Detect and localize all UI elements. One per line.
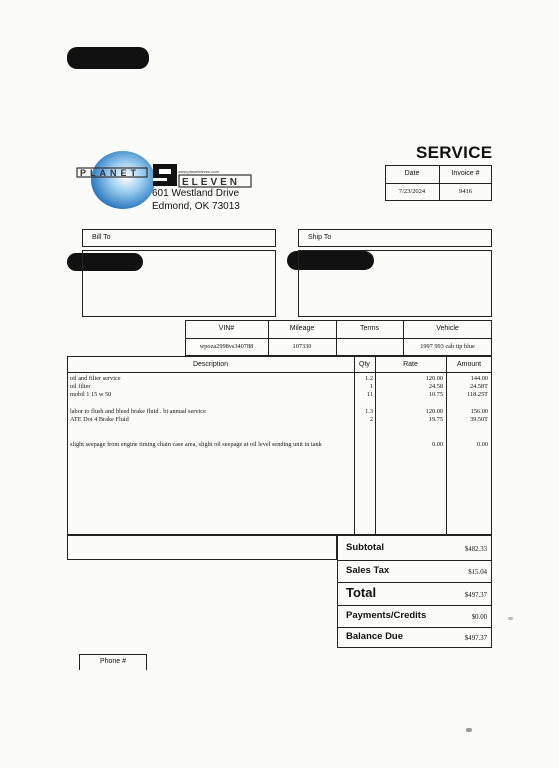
item-qty: 1.3 — [365, 408, 373, 415]
item-rate: 10.75 — [428, 391, 443, 398]
item-amount: 0.00 — [476, 441, 488, 448]
balance-due-value: $497.37 — [464, 635, 487, 642]
item-description: oil filter — [70, 383, 91, 390]
item-qty: 1 — [369, 383, 373, 390]
item-qty: 1.2 — [365, 375, 373, 382]
subtotal-value: $482.33 — [464, 546, 487, 553]
invoice-number-value: 9416 — [459, 188, 472, 195]
bill-to-label: Bill To — [92, 234, 111, 241]
rate-header: Rate — [403, 361, 418, 368]
total-label: Total — [346, 585, 377, 600]
scan-mark — [508, 617, 513, 620]
scan-mark — [466, 728, 472, 732]
description-header: Description — [192, 361, 228, 368]
phone-label: Phone # — [99, 658, 127, 665]
date-value: 7/23/2024 — [398, 188, 426, 195]
item-description: oil and filter service — [70, 375, 121, 382]
mileage-value: 107330 — [292, 343, 312, 350]
payments-value: $0.00 — [471, 614, 487, 621]
item-amount: 24.58T — [469, 383, 488, 390]
total-value: $497.37 — [464, 592, 487, 599]
item-amount: 156.00 — [470, 408, 488, 415]
ship-to-box — [298, 250, 492, 317]
item-qty: 11 — [366, 391, 373, 398]
service-title: SERVICE — [416, 143, 493, 162]
item-amount: 144.00 — [470, 375, 488, 382]
item-rate: 24.58 — [428, 383, 443, 390]
bill-to-box — [82, 250, 276, 317]
item-amount: 118.25T — [467, 391, 488, 398]
amount-header: Amount — [456, 361, 482, 368]
address-line-1: 601 Westland Drive — [152, 188, 240, 199]
address-line-2: Edmond, OK 73013 — [152, 201, 240, 212]
balance-due-label: Balance Due — [346, 631, 404, 642]
notes-box — [67, 535, 337, 560]
item-rate: 120.00 — [425, 375, 443, 382]
item-qty: 2 — [369, 416, 373, 423]
item-description: labor to flush and bleed brake fluid . bi annual service — [70, 408, 206, 415]
vin-value: wpoza2998vs340788 — [199, 343, 254, 350]
svg-text:ELEVEN: ELEVEN — [182, 177, 241, 188]
payments-label: Payments/Credits — [346, 610, 427, 621]
redacted-name-top — [67, 47, 149, 69]
item-rate: 0.00 — [431, 441, 443, 448]
ship-to-label: Ship To — [308, 234, 332, 241]
item-rate: 19.75 — [428, 416, 443, 423]
item-rate: 120.00 — [425, 408, 443, 415]
vehicle-value: 1997 993 cab tip blue — [420, 343, 475, 350]
date-header: Date — [404, 170, 420, 177]
vin-header: VIN# — [218, 325, 235, 332]
terms-header: Terms — [359, 325, 380, 332]
vehicle-header: Vehicle — [436, 325, 459, 332]
sales-tax-value: $15.04 — [468, 569, 487, 576]
item-amount: 39.50T — [469, 416, 488, 423]
mileage-header: Mileage — [289, 325, 315, 332]
item-description: mobil 1 15 w 50 — [70, 391, 112, 398]
svg-text:PLANET: PLANET — [80, 168, 140, 178]
bill-to-header-box — [82, 229, 276, 247]
subtotal-label: Subtotal — [346, 542, 384, 553]
logo-small-text: www.planeteleven.com — [178, 169, 219, 174]
item-description: ATE Dot 4 Brake Fluid — [70, 416, 129, 423]
sales-tax-label: Sales Tax — [346, 565, 390, 576]
invoice-number-header: Invoice # — [451, 170, 480, 177]
item-description: slight seepage from engine timing chain case area, slight oil seepage at oil level sending unit in tank — [70, 441, 322, 448]
qty-header: Qty — [359, 361, 370, 368]
